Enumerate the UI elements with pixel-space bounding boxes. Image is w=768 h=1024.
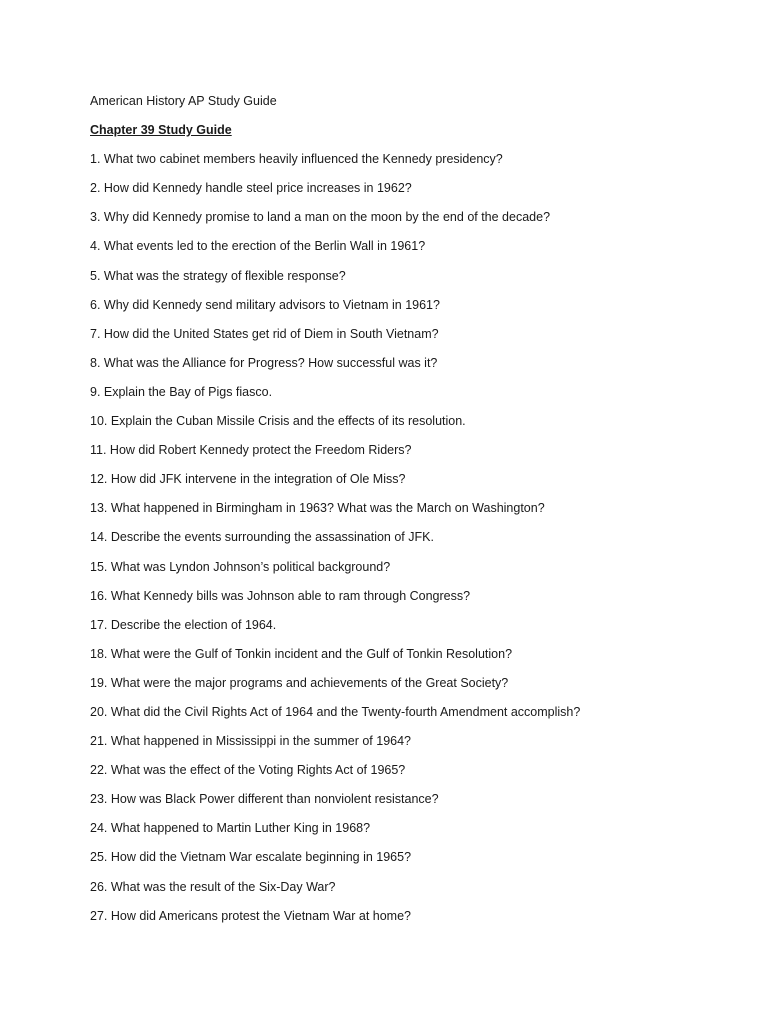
question-item: 12. How did JFK intervene in the integration of Ole Miss? <box>90 472 406 487</box>
question-item: 11. How did Robert Kennedy protect the Freedom Riders? <box>90 443 412 458</box>
question-item: 3. Why did Kennedy promise to land a man on the moon by the end of the decade? <box>90 210 551 225</box>
question-item: 20. What did the Civil Rights Act of 1964 and the Twenty-fourth Amendment accomplish? <box>90 704 581 719</box>
question-item: 17. Describe the election of 1964. <box>90 617 277 632</box>
question-item: 2. How did Kennedy handle steel price increases in 1962? <box>90 181 412 196</box>
question-list <box>90 151 730 937</box>
question-item: 24. What happened to Martin Luther King in 1968? <box>90 821 371 836</box>
question-item: 27. How did Americans protest the Vietnam War at home? <box>90 908 411 923</box>
question-item: 19. What were the major programs and achievements of the Great Society? <box>90 675 509 690</box>
question-item: 15. What was Lyndon Johnson’s political background? <box>90 559 391 574</box>
question-item: 22. What was the effect of the Voting Rights Act of 1965? <box>90 763 406 778</box>
question-item: 6. Why did Kennedy send military advisors to Vietnam in 1961? <box>90 297 440 312</box>
question-item: 23. How was Black Power different than nonviolent resistance? <box>90 792 439 807</box>
question-item: 13. What happened in Birmingham in 1963? What was the March on Washington? <box>90 501 545 516</box>
question-item: 14. Describe the events surrounding the assassination of JFK. <box>90 530 434 545</box>
chapter-title: Chapter 39 Study Guide <box>90 123 232 138</box>
question-item: 5. What was the strategy of flexible response? <box>90 268 346 283</box>
question-item: 21. What happened in Mississippi in the summer of 1964? <box>90 734 412 749</box>
question-item: 26. What was the result of the Six-Day War? <box>90 879 336 894</box>
question-item: 18. What were the Gulf of Tonkin incident and the Gulf of Tonkin Resolution? <box>90 646 513 661</box>
question-item: 10. Explain the Cuban Missile Crisis and the effects of its resolution. <box>90 414 466 429</box>
document-page <box>90 93 730 937</box>
question-item: 9. Explain the Bay of Pigs fiasco. <box>90 384 273 399</box>
question-item: 25. How did the Vietnam War escalate beginning in 1965? <box>90 850 412 865</box>
document-heading: American History AP Study Guide <box>90 94 277 108</box>
question-item: 7. How did the United States get rid of Diem in South Vietnam? <box>90 326 439 341</box>
question-item: 8. What was the Alliance for Progress? How successful was it? <box>90 355 438 370</box>
question-item: 4. What events led to the erection of the Berlin Wall in 1961? <box>90 239 426 254</box>
question-item: 1. What two cabinet members heavily influenced the Kennedy presidency? <box>90 152 503 167</box>
question-item: 16. What Kennedy bills was Johnson able to ram through Congress? <box>90 588 471 603</box>
